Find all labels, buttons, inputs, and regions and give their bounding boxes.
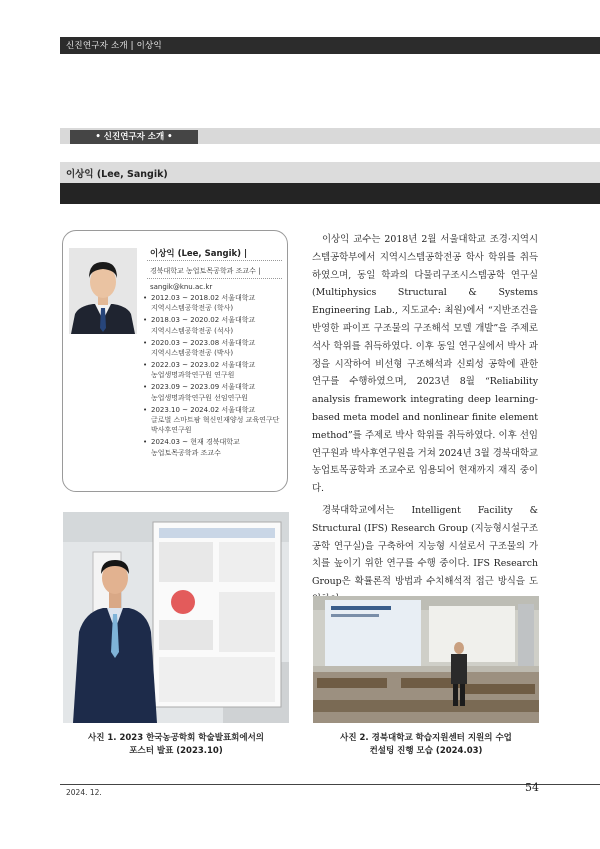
lecture-consulting-photo	[313, 596, 539, 723]
separator-line	[147, 278, 282, 279]
career-item: • 2018.03 ~ 2020.02 서울대학교 지역시스템공학전공 (석사)	[143, 315, 283, 336]
career-list	[143, 293, 283, 460]
issue-date: 2024. 12.	[66, 788, 102, 797]
career-item: • 2023.10 ~ 2024.02 서울대학교 글로벌 스마트팜 혁신인재양성 교육연구단 박사후연구원	[143, 405, 283, 436]
career-item: • 2020.03 ~ 2023.08 서울대학교 지역시스템공학전공 (박사)	[143, 338, 283, 359]
poster-presentation-photo	[63, 512, 289, 723]
section-tag: • 신진연구자 소개 •	[70, 130, 198, 144]
section-bar	[60, 128, 600, 144]
profile-name: 이상익 (Lee, Sangik) |	[150, 249, 248, 259]
photo1-caption: 사진 1. 2023 한국농공학회 학술발표회에서의 포스터 발표 (2023.10)	[87, 733, 264, 756]
dark-divider-bar	[60, 183, 600, 204]
page-number: 54	[525, 781, 539, 794]
running-header	[60, 37, 600, 54]
career-item: • 2024.03 ~ 현재 경북대학교 농업토목공학과 조교수	[143, 437, 283, 458]
body-paragraph: 경북대학교에서는 Intelligent Facility & Structural (IFS) Research Group (지능형시설구조공학 연구실)을 구축하여 지능형 시설로서 구조물의 가치를 높이기 위한 연구를 수행 중이다. IFS Research Group은 확률론적 방법과 수치해석적 접근 방식을 도	[312, 504, 538, 588]
career-item: • 2023.09 ~ 2023.09 서울대학교 농업생명과학연구원 선임연구원	[143, 382, 283, 403]
career-item: • 2022.03 ~ 2023.02 서울대학교 농업생명과학연구원 연구원	[143, 360, 283, 381]
career-item: • 2012.03 ~ 2018.02 서울대학교 지역시스템공학전공 (학사)	[143, 293, 283, 314]
photo2-caption: 사진 2. 경북대학교 학습지원센터 지원의 수업 컨설팅 진행 모습 (2024.03)	[340, 733, 512, 756]
profile-affiliation: 경북대학교 농업토목공학과 조교수 |	[150, 267, 261, 275]
researcher-title: 이상익 (Lee, Sangik)	[66, 169, 168, 180]
profile-photo	[69, 248, 137, 334]
body-paragraph: 이상익 교수는 2018년 2월 서울대학교 조경·지역시스템공학부에서 지역시스템공학전공 학사 학위를 취득하였으며, 동일 학과의 다물리구조시스템공학 연구실 (Multiphysics Structural & Systems Engineering Lab., 지도교수: 최원)에서 “지반조건을 반영한 파이프 구조물의 구조해석 모델 개발”을 주제로 석사 학위를 취득하였다. 이후 동일 연구실에서 박사 과정을 시작하여 비선형 구조해석과 신뢰성 공학에 관한 연구를 수행하였으며, 2023년 8월 “Reliability analysis framework integrating deep learning-based meta model and nonlinear finite element method”를 주제로 박사 학위를 취득하였다. 이후 선임연구원과 박사후연구원을 거쳐 2024년 3월 경북대학교 농업토목공학과 조교수로 임용되어 현재까지 재직 중이다.	[312, 234, 538, 495]
subtitle-bar	[60, 162, 600, 183]
running-title: 신진연구자 소개 | 이상익	[66, 41, 162, 51]
article-body	[312, 231, 538, 609]
separator-line	[147, 260, 282, 261]
profile-email: sangik@knu.ac.kr	[150, 283, 213, 291]
footer-rule	[60, 784, 600, 785]
